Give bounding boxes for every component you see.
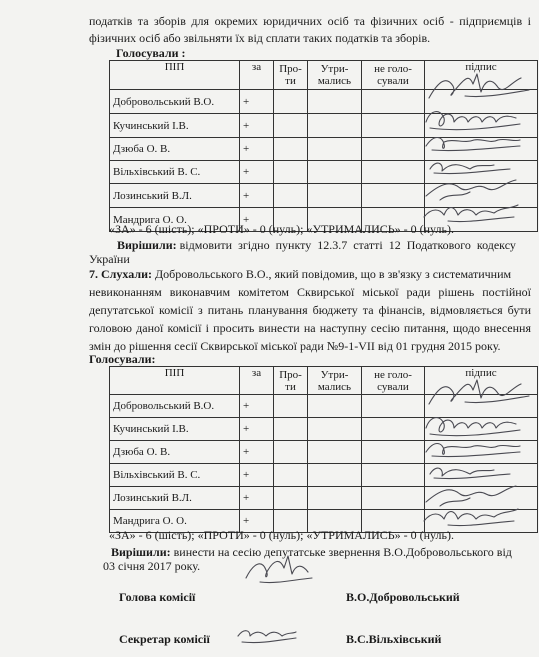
vote2-decision-line-2: 03 січня 2017 року.	[103, 559, 201, 573]
vote2-heading: Голосували:	[89, 352, 156, 366]
vote-mark: +	[240, 464, 274, 487]
vote-mark: +	[240, 184, 274, 208]
col-proty: Про-ти	[274, 367, 308, 395]
signature-image	[418, 501, 528, 531]
member-name: Дзюба О. В.	[110, 441, 240, 464]
head-title: Голова комісії	[119, 590, 196, 604]
signature-image	[240, 552, 320, 588]
vote-mark: +	[240, 138, 274, 161]
col-ne-holosuvaly: не голо-сували	[362, 367, 425, 395]
item7-line-3: депутатської комісії з питань планування бюджету та фінансів, відмовляється бути	[89, 303, 531, 317]
vote1-decision	[117, 238, 537, 252]
item7-line-5: змін до рішення сесії Сквирської міської ради №9-1-VII від 01 грудня 2015 року.	[89, 339, 501, 353]
signature-image	[420, 130, 530, 154]
col-ne-holosuvaly: не голо-сували	[362, 61, 425, 90]
decided-label: Вирішили:	[111, 545, 171, 559]
item7-label: 7. Слухали:	[89, 267, 152, 281]
item7-line-1	[89, 267, 511, 281]
signature-image	[420, 436, 530, 460]
vote-mark: +	[240, 208, 274, 232]
intro-line-1: податків та зборів для окремих юридичних осіб та фізичних осіб - підприємців і	[89, 14, 531, 28]
decided-text: відмовити згідно пункту 12.3.7 статті 12 Податкового кодексу	[179, 238, 516, 252]
member-name: Мандрига О. О.	[110, 208, 240, 232]
head-name: В.О.Добровольський	[346, 590, 460, 604]
secretary-title: Секретар комісії	[119, 632, 210, 646]
vote1-result: «ЗА» - 6 (шість); «ПРОТИ» - 0 (нуль); «УТРИМАЛИСЬ» - 0 (нуль).	[109, 222, 454, 236]
decided-text: винести на сесію депутатське звернення В.О.Добровольського від	[173, 545, 512, 559]
vote-mark: +	[240, 114, 274, 138]
secretary-name: В.С.Вільхівський	[346, 632, 442, 646]
member-name: Дзюба О. В.	[110, 138, 240, 161]
signature-image	[425, 374, 535, 414]
col-utrymalys: Утри-мались	[308, 367, 362, 395]
vote1-heading: Голосували :	[116, 46, 186, 60]
member-name: Лозинський В.Л.	[110, 487, 240, 510]
vote-mark: +	[240, 90, 274, 114]
col-za: за	[240, 61, 274, 90]
member-name: Добровольський В.О.	[110, 90, 240, 114]
member-name: Кучинський І.В.	[110, 114, 240, 138]
signature-image	[232, 622, 302, 646]
vote-mark: +	[240, 395, 274, 418]
member-name: Кучинський І.В.	[110, 418, 240, 441]
member-name: Вільхівський В. С.	[110, 161, 240, 184]
vote-mark: +	[240, 441, 274, 464]
col-za: за	[240, 367, 274, 395]
col-pidpys: підпис	[425, 367, 538, 395]
col-proty: Про-ти	[274, 61, 308, 90]
signature-image	[425, 68, 535, 108]
member-name: Мандрига О. О.	[110, 510, 240, 533]
vote-mark: +	[240, 161, 274, 184]
member-name: Вільхівський В. С.	[110, 464, 240, 487]
col-utrymalys: Утри-мались	[308, 61, 362, 90]
vote2-decision	[111, 545, 537, 559]
col-pip: ПІП	[110, 367, 240, 395]
vote-mark: +	[240, 510, 274, 533]
intro-line-2: фізичних осіб або звільняти їх від сплати таких податків та зборів.	[89, 31, 431, 45]
col-pip: ПІП	[110, 61, 240, 90]
member-name: Добровольський В.О.	[110, 395, 240, 418]
vote1-decision-line-2: України	[89, 252, 130, 266]
col-pidpys: підпис	[425, 61, 538, 90]
member-name: Лозинський В.Л.	[110, 184, 240, 208]
decided-label: Вирішили:	[117, 238, 177, 252]
vote2-result: «ЗА» - 6 (шість); «ПРОТИ» - 0 (нуль); «УТРИМАЛИСЬ» - 0 (нуль).	[109, 528, 454, 542]
item7-text: Добровольського В.О., який повідомив, що в зв'язку з систематичним	[155, 267, 512, 281]
vote-mark: +	[240, 418, 274, 441]
vote-mark: +	[240, 487, 274, 510]
item7-line-4: головою даної комісії і просить винести на наступну сесію питання, щодо внесення	[89, 321, 531, 335]
item7-line-2: невиконанням виконавчим комітетом Сквирської міської ради рішень постійної	[89, 285, 531, 299]
